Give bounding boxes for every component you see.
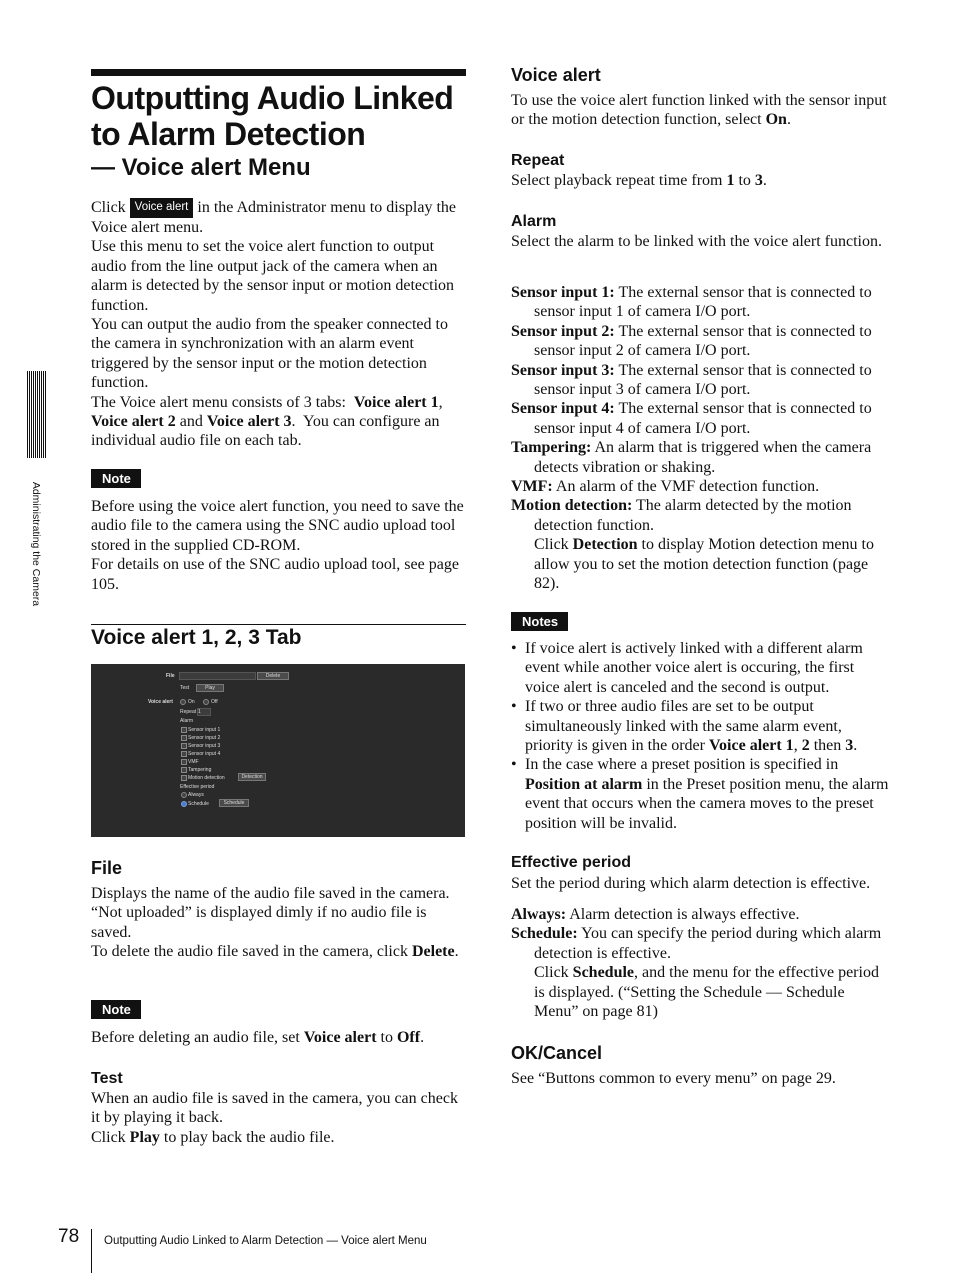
footer-title: Outputting Audio Linked to Alarm Detection — Voice alert Menu bbox=[104, 1235, 427, 1247]
alarm-item: Sensor input 3: The external sensor that is connected to sensor input 3 of camera I/O port. bbox=[511, 361, 872, 399]
test-text: When an audio file is saved in the camera, you can check it by playing it back. Click Play to play back the audio file. bbox=[91, 1090, 458, 1146]
note-badge: Note bbox=[91, 469, 141, 488]
shot-repeat-label: Repeat bbox=[180, 709, 197, 715]
shot-voice-alert-label: Voice alert bbox=[148, 699, 173, 705]
note-1 bbox=[91, 469, 466, 488]
shot-alarm-item: Sensor input 4 bbox=[188, 751, 221, 757]
shot-alarm-item: Sensor input 1 bbox=[188, 727, 221, 733]
file-text: Displays the name of the audio file saved in the camera. “Not uploaded” is displayed dimly if no audio file is saved. To delete the audio file saved in the camera, click Delete. bbox=[91, 885, 459, 961]
ok-cancel-heading: OK/Cancel bbox=[511, 1043, 603, 1063]
shot-alarm-item: Sensor input 3 bbox=[188, 743, 221, 749]
file-heading: File bbox=[91, 858, 123, 878]
shot-schedule-radio bbox=[181, 801, 187, 807]
shot-effective-period-label: Effective period bbox=[180, 784, 215, 790]
shot-test-label: Test bbox=[180, 685, 190, 691]
title-line-1: Outputting Audio Linked bbox=[91, 80, 454, 116]
test-heading: Test bbox=[91, 1070, 123, 1087]
shot-alarm-item: Tampering bbox=[188, 767, 212, 773]
repeat-text: Select playback repeat time from 1 to 3. bbox=[511, 172, 767, 189]
shot-file-label: File bbox=[166, 673, 175, 679]
alarm-item: VMF: An alarm of the VMF detection function. bbox=[511, 478, 820, 496]
notes-badge: Notes bbox=[511, 612, 568, 631]
repeat-heading: Repeat bbox=[511, 152, 565, 169]
notes-list bbox=[511, 639, 889, 833]
shot-alarm-item: Motion detection bbox=[188, 775, 225, 781]
page-number: 78 bbox=[58, 1226, 80, 1247]
intro-para-1: Click Voice alert in the Administrator menu to display the Voice alert menu. bbox=[91, 199, 457, 236]
motion-detection-extra: Click Detection to display Motion detection menu to allow you to set the motion detection function (page 82). bbox=[534, 536, 874, 593]
intro-para-2: Use this menu to set the voice alert function to output audio from the line output jack of the camera when an alarm is detected by the sensor input or motion detection function. bbox=[91, 238, 455, 314]
voice-alert-button-image: Voice alert bbox=[130, 198, 194, 218]
shot-alarm-label: Alarm bbox=[180, 718, 194, 724]
shot-schedule-button: Schedule bbox=[219, 799, 249, 807]
shot-alarm-item: Sensor input 2 bbox=[188, 735, 221, 741]
alarm-item: Sensor input 4: The external sensor that is connected to sensor input 4 of camera I/O port. bbox=[511, 400, 872, 437]
note-2-text: Before deleting an audio file, set Voice alert to Off. bbox=[91, 1029, 425, 1046]
title-rule bbox=[91, 69, 466, 76]
ok-cancel-text: See “Buttons common to every menu” on page 29. bbox=[511, 1070, 836, 1087]
effective-period-list: Always: Alarm detection is always effective. Schedule: You can specify the period during which alarm detection is effective. Click Schedule, and the menu for the effective period is displayed. (“Setting the Schedule — Schedule Menu” on page 81) bbox=[511, 906, 882, 1021]
side-section-label: Administrating the Camera bbox=[30, 481, 42, 607]
footer-rule bbox=[91, 1229, 92, 1273]
shot-delete-button: Delete bbox=[257, 672, 289, 680]
alarm-text: Select the alarm to be linked with the voice alert function. bbox=[511, 233, 882, 250]
shot-off-radio bbox=[203, 699, 209, 705]
note-2 bbox=[91, 1000, 466, 1019]
note-1-text: Before using the voice alert function, you need to save the audio file to the camera using the SNC audio upload tool stored in the supplied CD-ROM. For details on use of the SNC audio upload tool, see page 105. bbox=[91, 498, 464, 593]
alarm-heading: Alarm bbox=[511, 213, 557, 230]
shot-always-radio bbox=[181, 792, 187, 798]
intro-para-4: The Voice alert menu consists of 3 tabs: Voice alert 1, Voice alert 2 and Voice alert 3. You can configure an individual audio file on each tab. bbox=[91, 393, 443, 450]
alarm-item: Sensor input 1: The external sensor that is connected to sensor input 1 of camera I/O port. bbox=[511, 284, 872, 321]
shot-file-field bbox=[179, 672, 256, 680]
alarm-item: Motion detection: The alarm detected by the motion detection function. bbox=[511, 497, 852, 534]
alarm-item: Tampering: An alarm that is triggered when the camera detects vibration or shaking. bbox=[511, 439, 872, 476]
shot-on-radio bbox=[180, 699, 186, 705]
note-item: • If two or three audio files are set to be output simultaneously linked with the same alarm event, priority is given in the order Voice alert 1, 2 then 3. bbox=[511, 698, 858, 755]
note-item: • In the case where a preset position is specified in Position at alarm in the Preset position menu, the alarm event that occurs when the camera moves to the preset position will be invalid. bbox=[511, 756, 889, 832]
voice-alert-text: To use the voice alert function linked with the sensor input or the motion detection function, select On. bbox=[511, 92, 887, 129]
intro bbox=[91, 198, 466, 451]
note-item: • If voice alert is actively linked with a different alarm event while another voice alert is occuring, the first voice alert is canceled and the second is output. bbox=[511, 640, 863, 696]
shot-repeat-select: 1 bbox=[197, 708, 211, 716]
voice-alert-heading: Voice alert bbox=[511, 65, 601, 85]
voice-alert-screenshot: File Delete Test Play Voice alert On Off Repeat 1 Alarm Sensor input 1 Sensor input 2 Sensor input 3 Sensor input 4 VMF Tampering Motion detection Detection Effective period Always Schedule Schedule bbox=[91, 664, 465, 837]
notes bbox=[511, 612, 889, 631]
page-title bbox=[91, 80, 453, 152]
intro-para-3: You can output the audio from the speaker connected to the camera in synchronization with an alarm event triggered by the sensor input or the motion detection function. bbox=[91, 316, 448, 392]
shot-alarm-item: VMF bbox=[188, 759, 199, 765]
section-tab-marker bbox=[27, 371, 46, 458]
page-subtitle: — Voice alert Menu bbox=[91, 154, 311, 181]
shot-play-button: Play bbox=[196, 684, 224, 692]
alarm-item: Sensor input 2: The external sensor that is connected to sensor input 2 of camera I/O port. bbox=[511, 322, 872, 360]
note-badge: Note bbox=[91, 1000, 141, 1019]
section-title: Voice alert 1, 2, 3 Tab bbox=[91, 626, 302, 649]
alarm-list bbox=[511, 283, 889, 594]
section-rule bbox=[91, 624, 466, 625]
effective-period-text: Set the period during which alarm detection is effective. bbox=[511, 875, 871, 892]
title-line-2: to Alarm Detection bbox=[91, 116, 366, 152]
shot-detection-button: Detection bbox=[238, 773, 266, 781]
effective-period-heading: Effective period bbox=[511, 854, 632, 871]
